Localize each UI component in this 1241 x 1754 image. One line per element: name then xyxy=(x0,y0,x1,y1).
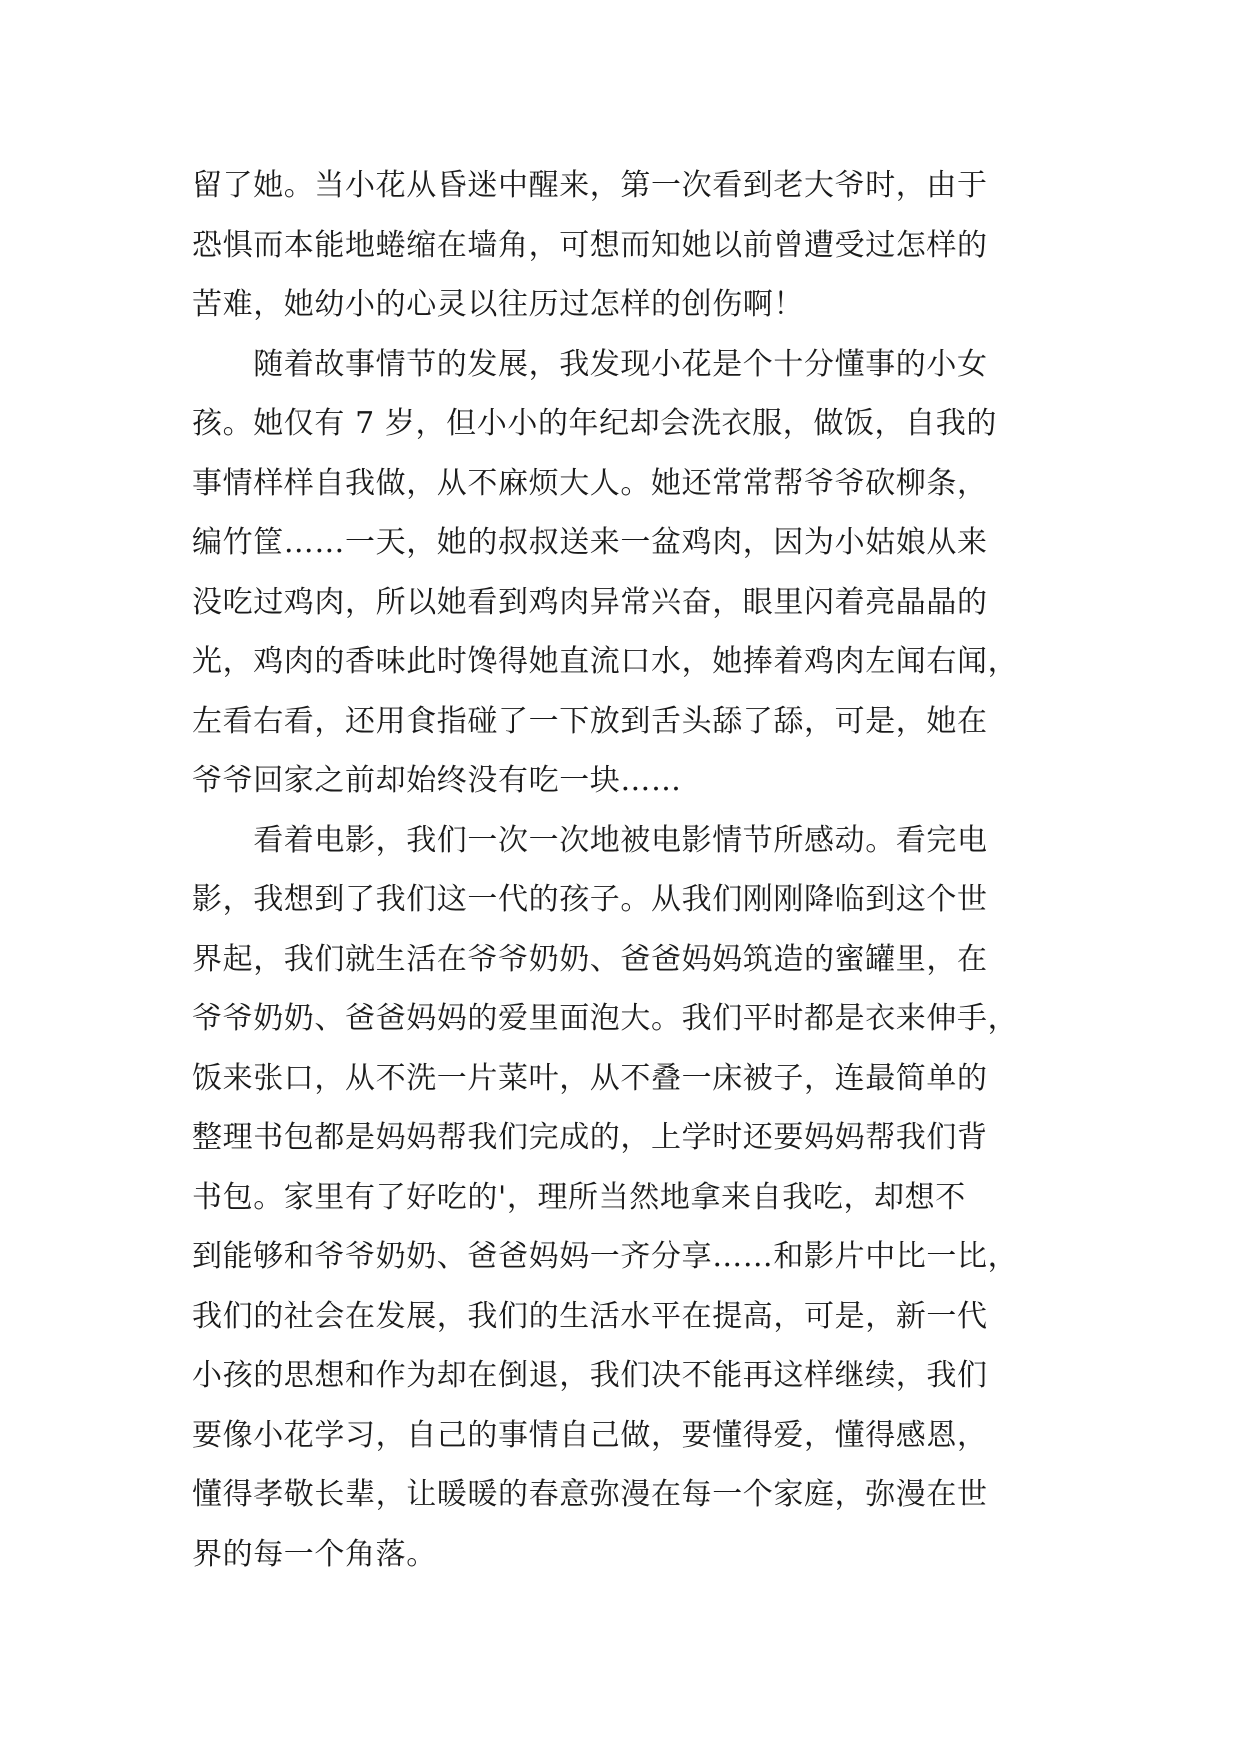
text-line: 书包。家里有了好吃的'，理所当然地拿来自我吃，却想不 xyxy=(192,1179,966,1215)
document-body xyxy=(192,156,1052,1584)
text-line: 小孩的思想和作为却在倒退，我们决不能再这样继续，我们 xyxy=(192,1358,988,1393)
text-line: 随着故事情节的发展，我发现小花是个十分懂事的小女 xyxy=(192,346,988,382)
text-line: 到能够和爷爷奶奶、爸爸妈妈一齐分享……和影片中比一比， xyxy=(192,1239,1019,1274)
text-line: 留了她。当小花从昏迷中醒来，第一次看到老大爷时，由于 xyxy=(192,168,988,203)
text-line: 要像小花学习，自己的事情自己做，要懂得爱，懂得感恩， xyxy=(192,1417,988,1453)
paragraph-2 xyxy=(192,335,1052,811)
text-line: 没吃过鸡肉，所以她看到鸡肉异常兴奋，眼里闪着亮晶晶的 xyxy=(192,584,988,620)
text-line: 恐惧而本能地蜷缩在墙角，可想而知她以前曾遭受过怎样的 xyxy=(192,227,988,263)
text-line: 饭来张口，从不洗一片菜叶，从不叠一床被子，连最简单的 xyxy=(192,1060,988,1096)
text-line: 编竹筐……一天，她的叔叔送来一盆鸡肉，因为小姑娘从来 xyxy=(192,525,988,560)
text-line: 爷爷回家之前却始终没有吃一块…… xyxy=(192,763,682,798)
paragraph-3 xyxy=(192,811,1052,1585)
text-line: 懂得孝敬长辈，让暖暖的春意弥漫在每一个家庭，弥漫在世 xyxy=(192,1477,988,1512)
text-line: 我们的社会在发展，我们的生活水平在提高，可是，新一代 xyxy=(192,1298,988,1334)
text-line: 影，我想到了我们这一代的孩子。从我们刚刚降临到这个世 xyxy=(192,882,988,917)
text-line: 整理书包都是妈妈帮我们完成的，上学时还要妈妈帮我们背 xyxy=(192,1120,988,1155)
text-line: 看着电影，我们一次一次地被电影情节所感动。看完电 xyxy=(192,822,988,858)
text-line: 界的每一个角落。 xyxy=(192,1536,437,1572)
text-line: 光，鸡肉的香味此时馋得她直流口水，她捧着鸡肉左闻右闻， xyxy=(192,644,1019,679)
text-line: 界起，我们就生活在爷爷奶奶、爸爸妈妈筑造的蜜罐里，在 xyxy=(192,941,988,977)
text-line: 孩。她仅有 7 岁，但小小的年纪却会洗衣服，做饭，自我的 xyxy=(192,406,997,441)
text-line: 事情样样自我做，从不麻烦大人。她还常常帮爷爷砍柳条， xyxy=(192,465,988,501)
text-line: 左看右看，还用食指碰了一下放到舌头舔了舔，可是，她在 xyxy=(192,703,988,739)
paragraph-1 xyxy=(192,156,1052,335)
text-line: 爷爷奶奶、爸爸妈妈的爱里面泡大。我们平时都是衣来伸手， xyxy=(192,1001,1019,1036)
text-line: 苦难，她幼小的心灵以往历过怎样的创伤啊！ xyxy=(192,287,804,322)
